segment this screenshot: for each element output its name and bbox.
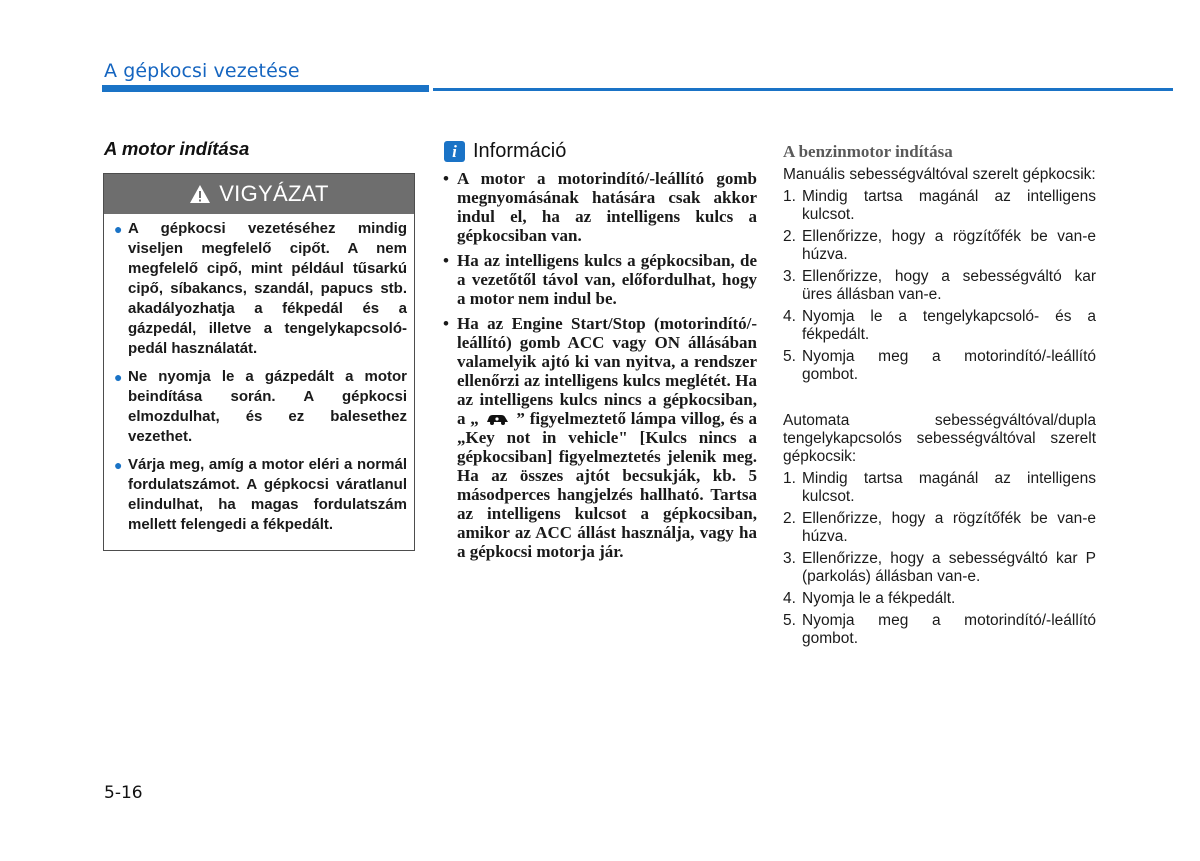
step-item: 2. Ellenőrizze, hogy a rögzítőfék be van-e húzva.	[783, 510, 1096, 545]
auto-steps	[783, 470, 1096, 648]
step-item: 1. Mindig tartsa magánál az intelligens kulcsot.	[783, 188, 1096, 223]
bullet-icon: ●	[114, 457, 123, 473]
warning-list	[104, 214, 414, 535]
manual-steps	[783, 188, 1096, 384]
step-item: 4. Nyomja le a tengelykapcsoló- és a fékpedált.	[783, 308, 1096, 343]
info-list	[443, 169, 757, 567]
step-item: 3. Ellenőrizze, hogy a sebességváltó kar P (parkolás) állásban van-e.	[783, 550, 1096, 585]
info-item-text: Ha az Engine Start/Stop (motorindító/-leállító) gomb ACC vagy ON állásában valamelyik ajtó ki van nyitva, a rendszer ellenőrzi az intelligens kulcs meglétét. Ha az intelligens kulcs nincs a gépkocsiban, a	[457, 314, 757, 428]
info-header	[444, 140, 566, 163]
warning-header	[104, 174, 414, 214]
warning-item-text: Ne nyomja le a gázpedált a motor beindítása során. A gépkocsi elmozdulhat, és ez balesethez vezethet.	[128, 368, 407, 445]
step-item: 3. Ellenőrizze, hogy a sebességváltó kar üres állásban van-e.	[783, 268, 1096, 303]
warning-item	[112, 367, 407, 447]
manual-intro: Manuális sebességváltóval szerelt gépkocsik:	[783, 166, 1096, 183]
warning-item	[112, 219, 407, 359]
step-item: 2. Ellenőrizze, hogy a rögzítőfék be van-e húzva.	[783, 228, 1096, 263]
auto-intro: Automata sebességváltóval/dupla tengelykapcsolós sebességváltóval szerelt gépkocsik:	[783, 412, 1096, 465]
page-number: 5-16	[104, 783, 143, 803]
quote-close: ”	[516, 409, 525, 428]
info-item-text: A motor a motorindító/-leállító gomb megnyomásának hatására csak akkor indul el, ha az intelligens kulcs a gépkocsiban van.	[457, 169, 757, 245]
warning-label: VIGYÁZAT	[219, 181, 329, 206]
info-item-text-tail: figyelmeztető lámpa villog, és a „Key not in vehicle" [Kulcs nincs a gépkocsiban] figyelmeztetés jelenik meg. Ha az összes ajtót becsukják, kb. 5 másodperces hangjelzés hallható. Tartsa az intelligens kulcsot a gépkocsiban, amikor az ACC állást használja, vagy ha a gépkocsi motorja jár.	[457, 409, 758, 561]
subsection-heading: A benzinmotor indítása	[783, 142, 953, 161]
info-item: • A motor a motorindító/-leállító gomb megnyomásának hatására csak akkor indul el, ha az intelligens kulcs a gépkocsiban van.	[443, 169, 757, 245]
info-item: • Ha az Engine Start/Stop (motorindító/-leállító) gomb ACC vagy ON állásában valamelyik ajtó ki van nyitva, a rendszer ellenőrzi az intelligens kulcs meglétét. Ha az intelligens kulcs nincs a gépkocsiban, a „ ” figyelmeztető lámpa villog, és a „Key not in vehicle" [Kulcs nincs a gépkocsiban] figyelmeztetés jelenik meg. Ha az összes ajtót becsukják, kb. 5 másodperces hangjelzés hallható. Tartsa az intelligens kulcsot a gépkocsiban, amikor az ACC állást használja, vagy ha a gépkocsi motorja jár.	[443, 314, 758, 561]
info-item-text: Ha az intelligens kulcs a gépkocsiban, de a vezetőtől távol van, előfordulhat, hogy a motor nem indul be.	[457, 251, 757, 308]
step-item: 5. Nyomja meg a motorindító/-leállító gombot.	[783, 612, 1096, 647]
right-column	[783, 142, 1096, 652]
key-warning-lamp-icon	[484, 413, 512, 425]
step-item: 1. Mindig tartsa magánál az intelligens kulcsot.	[783, 470, 1096, 505]
bullet-icon: ●	[114, 221, 123, 237]
page-header-title: A gépkocsi vezetése	[104, 60, 300, 82]
quote-open: „	[470, 409, 479, 428]
warning-box	[103, 173, 415, 551]
header-rule-thin	[433, 88, 1173, 91]
header-rule-thick	[102, 85, 429, 92]
bullet-icon: ●	[114, 369, 123, 385]
warning-item-text: Várja meg, amíg a motor eléri a normál fordulatszámot. A gépkocsi váratlanul elindulhat, ha magas fordulatszám mellett felengedi a fékpedált.	[128, 456, 407, 533]
info-icon: i	[444, 141, 465, 162]
section-title: A motor indítása	[104, 138, 250, 159]
warning-item	[112, 455, 407, 535]
step-item: 5. Nyomja meg a motorindító/-leállító gombot.	[783, 348, 1096, 383]
info-title: Információ	[473, 140, 567, 162]
info-item: • Ha az intelligens kulcs a gépkocsiban, de a vezetőtől távol van, előfordulhat, hogy a motor nem indul be.	[443, 251, 757, 308]
warning-item-text: A gépkocsi vezetéséhez mindig viseljen megfelelő cipőt. A nem megfelelő cipő, mint például tűsarkú cipő, síbakancs, szandál, papucs stb. akadályozhatja a fékpedál és a gázpedál, illetve a tengelykapcsoló-pedál használatát.	[128, 220, 407, 357]
warning-triangle-icon	[189, 184, 211, 204]
step-item: 4. Nyomja le a fékpedált.	[783, 590, 956, 607]
